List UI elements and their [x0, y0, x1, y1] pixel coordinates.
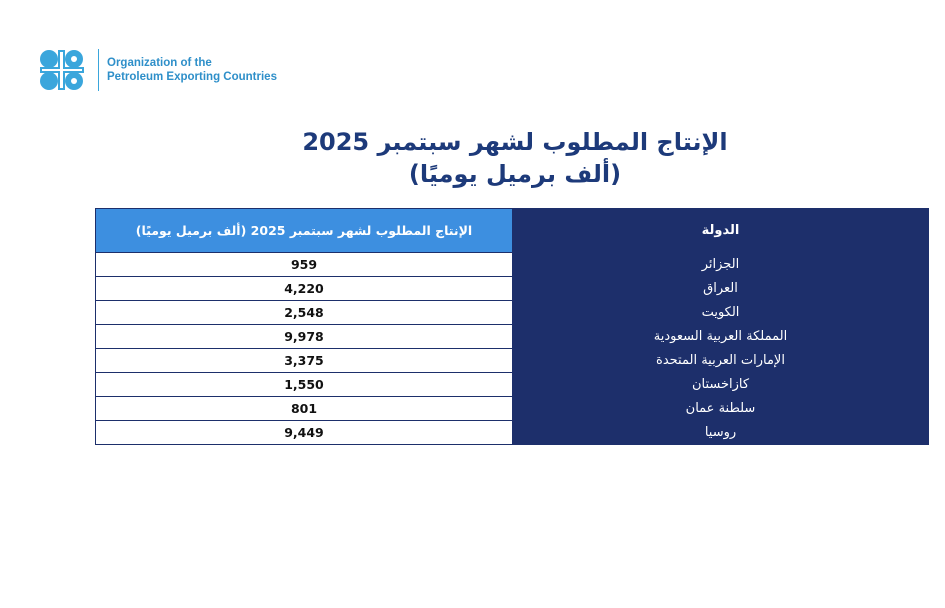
- title-line1: الإنتاج المطلوب لشهر سبتمبر 2025: [302, 128, 728, 156]
- country-name: العراق: [513, 277, 929, 301]
- production-table: [95, 208, 929, 445]
- table-row: [96, 325, 929, 349]
- table-row: [96, 301, 929, 325]
- organization-name-line2: Petroleum Exporting Countries: [107, 71, 277, 83]
- table-row: [96, 277, 929, 301]
- opec-logo: [38, 48, 277, 92]
- table-row: [96, 397, 929, 421]
- header-country: الدولة: [513, 209, 929, 253]
- table-row: [96, 373, 929, 397]
- country-name: سلطنة عمان: [513, 397, 929, 421]
- organization-name: [107, 56, 277, 84]
- production-value: 1,550: [96, 373, 513, 397]
- table-row: [96, 349, 929, 373]
- organization-name-line1: Organization of the: [107, 57, 212, 69]
- title-line2: (ألف برميل يوميًا): [408, 160, 622, 188]
- production-value: 9,449: [96, 421, 513, 445]
- table-row: [96, 421, 929, 445]
- table-header-row: [96, 209, 929, 253]
- production-value: 2,548: [96, 301, 513, 325]
- opec-logo-icon: [38, 48, 86, 92]
- page-title: [0, 125, 945, 189]
- production-value: 801: [96, 397, 513, 421]
- production-value: 9,978: [96, 325, 513, 349]
- country-name: الإمارات العربية المتحدة: [513, 349, 929, 373]
- header-production: الإنتاج المطلوب لشهر سبتمبر 2025 (ألف برميل يوميًا): [96, 209, 513, 253]
- logo-divider: [98, 49, 99, 91]
- production-value: 4,220: [96, 277, 513, 301]
- table-row: [96, 253, 929, 277]
- country-name: الجزائر: [513, 253, 929, 277]
- country-name: كازاخستان: [513, 373, 929, 397]
- country-name: روسيا: [513, 421, 929, 445]
- country-name: المملكة العربية السعودية: [513, 325, 929, 349]
- country-name: الكويت: [513, 301, 929, 325]
- production-value: 959: [96, 253, 513, 277]
- production-value: 3,375: [96, 349, 513, 373]
